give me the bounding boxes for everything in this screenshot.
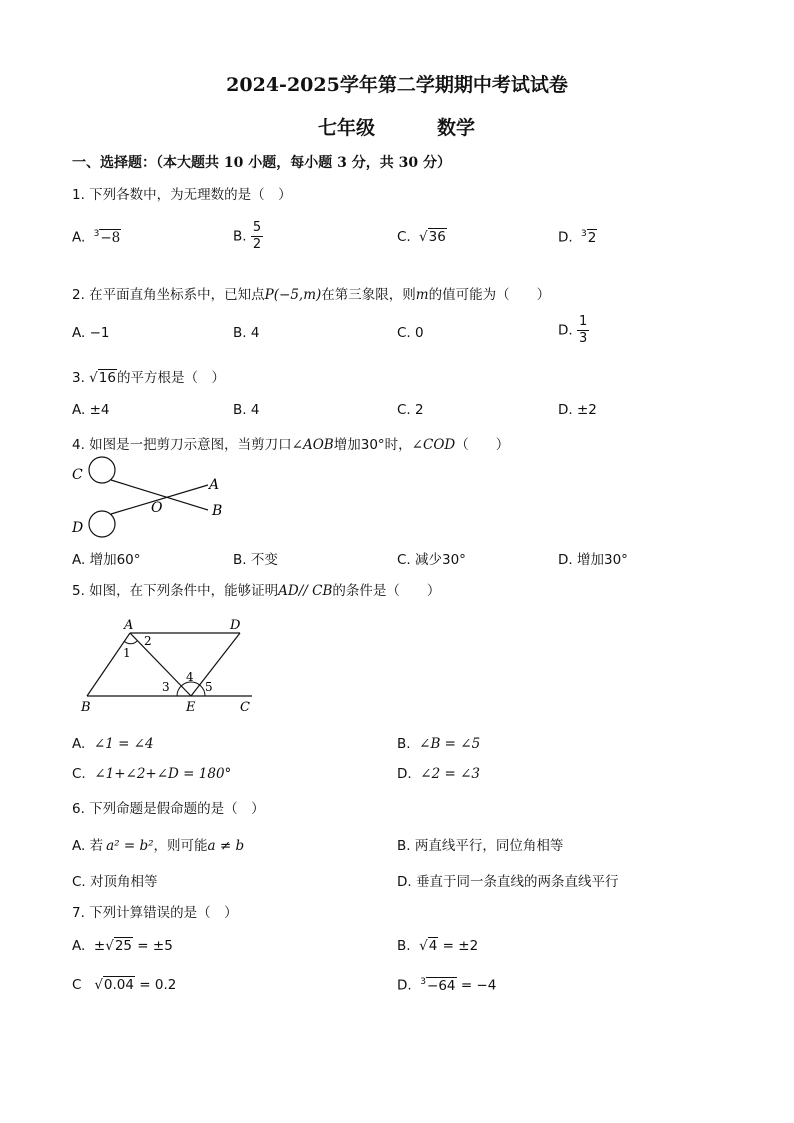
q1-d-index: 3 [580,229,587,239]
q7-option-d[interactable]: D. $^3$−64 = −4 [397,977,497,994]
line-ae [130,633,191,696]
fig4-label-o: O [151,500,163,516]
q1-a-label: A. [72,229,86,246]
q1-d-label: D. [558,229,573,246]
q4-option-c[interactable]: C. 减少30° [397,552,466,568]
q2-point: P(−5,m) [264,287,322,303]
q3-option-a[interactable]: A. ±4 [72,402,110,418]
q1-option-c[interactable]: C. √36 [397,229,446,245]
q2-option-b[interactable]: B. 4 [233,325,260,341]
q5-option-c[interactable]: C. ∠1+∠2+∠D = 180° [72,766,232,782]
arc-at-a [124,641,137,644]
fig4-label-b: B [212,503,223,519]
q1-b-fraction: $\frac{5}{2}$ [252,220,262,252]
fig5-angle-2: 2 [144,634,152,648]
fig5-label-d: D [230,618,241,633]
fig5-angle-3: 3 [162,680,170,694]
fig5-label-a: A [124,618,134,633]
q1-c-label: C. [397,229,411,245]
q1-a-radicand: −8 [100,229,121,246]
q1-b-label: B. [233,228,247,245]
q3-radicand: 16 [98,370,116,386]
q2-d-fraction: $\frac{1}{3}$ [578,314,588,346]
q1-stem: 1. 下列各数中，为无理数的是（ ） [72,187,292,203]
exam-title: 2024-2025学年第二学期期中考试试卷 [226,74,568,96]
q6-option-b[interactable]: B. 两直线平行，同位角相等 [397,838,564,854]
fig4-label-d: D [72,520,84,536]
q5-option-b[interactable]: B. ∠B = ∠5 [397,736,481,752]
q6-option-c[interactable]: C. 对顶角相等 [72,874,158,890]
fig4-label-a: A [209,477,220,493]
q3-option-d[interactable]: D. ±2 [558,402,597,418]
q7-stem: 7. 下列计算错误的是（ ） [72,905,238,921]
q2-stem: 2. 在平面直角坐标系中，已知点P(−5,m)在第三象限，则m的值可能为（ ） [72,287,551,303]
q5-option-d[interactable]: D. ∠2 = ∠3 [397,766,480,782]
q6-option-a[interactable]: A. 若 a² = b²，则可能a ≠ b [72,838,245,854]
q1-d-radicand: 2 [587,229,597,246]
fig5-angle-5: 5 [205,680,213,694]
q7-option-a[interactable]: A. ±√25 = ±5 [72,938,173,954]
q5-stem: 5. 如图，在下列条件中，能够证明AD// CB的条件是（ ） [72,583,441,599]
scissors-handle-bottom [89,511,115,537]
fig4-label-c: C [72,467,83,483]
q2-option-c[interactable]: C. 0 [397,325,424,341]
grade-label: 七年级 [318,117,376,139]
q3-option-b[interactable]: B. 4 [233,402,260,418]
fig5-angle-1: 1 [123,646,131,660]
q6-stem: 6. 下列命题是假命题的是（ ） [72,801,265,817]
fig5-angle-4: 4 [186,670,194,684]
q6-option-d[interactable]: D. 垂直于同一条直线的两条直线平行 [397,874,619,890]
line-de [191,633,240,696]
fig5-label-c: C [240,700,250,715]
q1-option-b[interactable] [233,220,263,253]
scissors-handle-top [89,457,115,483]
parallelogram-figure [74,614,260,716]
line-ab [87,633,130,696]
subject-label: 数学 [437,117,476,139]
q2-d-label: D. [558,322,573,339]
scissors-figure [66,452,236,542]
q4-stem: 4. 如图是一把剪刀示意图，当剪刀口∠AOB增加30°时，∠COD（ ） [72,437,510,453]
q4-option-a[interactable]: A. 增加60° [72,552,141,568]
q4-option-b[interactable]: B. 不变 [233,552,278,568]
q3-option-c[interactable]: C. 2 [397,402,424,418]
q7-option-c[interactable]: C √0.04 = 0.2 [72,977,177,993]
fig5-label-e: E [186,700,196,715]
q5-option-a[interactable]: A. ∠1 = ∠4 [72,736,154,752]
q3-stem: 3. √16的平方根是（ ） [72,370,225,386]
q1-option-a[interactable] [72,229,121,246]
section-heading: 一、选择题：（本大题共 10 小题，每小题 3 分，共 30 分） [72,155,451,171]
q7-option-b[interactable]: B. √4 = ±2 [397,938,479,954]
q2-option-a[interactable]: A. −1 [72,325,110,341]
q1-option-d[interactable] [558,229,597,246]
q4-option-d[interactable]: D. 增加30° [558,552,628,568]
q1-c-radicand: 36 [428,229,446,245]
fig5-label-b: B [81,700,91,715]
q2-option-d[interactable] [558,314,589,347]
q1-a-index: 3 [93,229,100,239]
